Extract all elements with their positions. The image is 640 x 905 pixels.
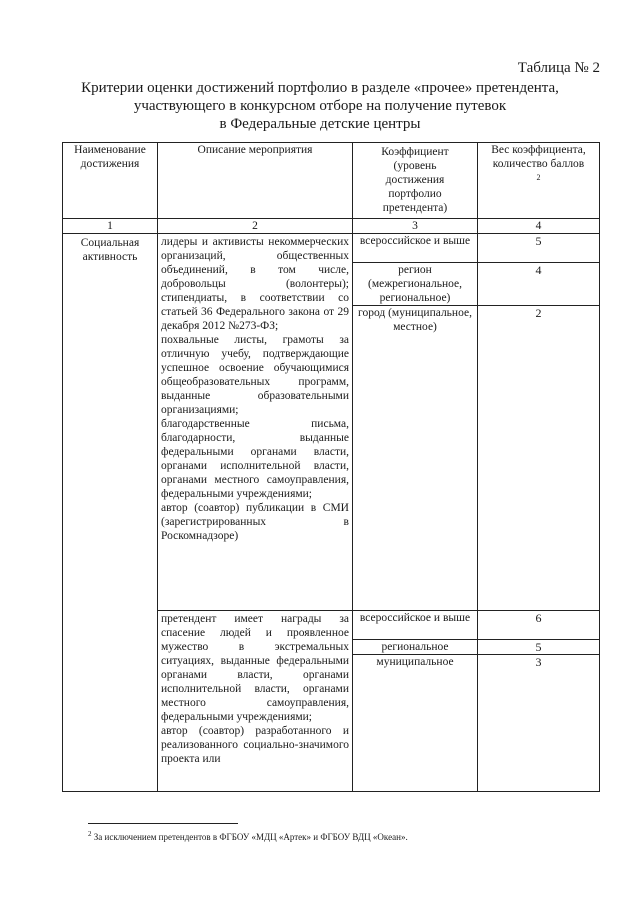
- document-title: [70, 79, 570, 133]
- weight-value: 5: [478, 234, 599, 263]
- achievement-name: Социальная активность: [63, 234, 158, 792]
- weight-cell: [478, 234, 600, 611]
- event-description: [158, 611, 353, 792]
- coefficient-cell: [353, 234, 478, 611]
- level-label: муниципальное: [376, 656, 454, 668]
- weight-value: 6: [478, 611, 599, 640]
- footnote-ref: 2: [536, 173, 541, 182]
- column-number-row: [63, 219, 600, 234]
- header-row: [63, 143, 600, 219]
- weight-cell: [478, 611, 600, 792]
- level-label: региональное: [353, 640, 477, 655]
- col-number: 1: [63, 219, 158, 234]
- footnote-text: За исключением претендентов в ФГБОУ «МДЦ «Артек» и ФГБОУ ВДЦ «Океан».: [93, 832, 408, 842]
- level-label: всероссийское и выше: [353, 234, 477, 263]
- title-line: участвующего в конкурсном отборе на получение путевок: [133, 98, 507, 114]
- coefficient-cell: [353, 611, 478, 792]
- header-coefficient: Коэффициент (уровень достижения портфолио претендента): [353, 143, 478, 219]
- footnote-divider: [88, 823, 238, 824]
- description-paragraph: автор (соавтор) публикации в СМИ (зарегистрированных в Роскомнадзоре): [161, 502, 349, 542]
- header-weight: [478, 143, 600, 219]
- table-row: [63, 234, 600, 611]
- weight-value: 4: [478, 263, 599, 306]
- col-number: 4: [478, 219, 600, 234]
- col-number: 2: [158, 219, 353, 234]
- description-paragraph: претендент имеет награды за спасение людей и проявленное мужество в экстремальных ситуациях, выданные федеральными органами власти, органами исполнительной власти, органами местного самоуправления, федеральными учреждениями;: [161, 613, 349, 723]
- footnote-mark: 2: [88, 830, 92, 838]
- weight-value: 2: [535, 306, 542, 320]
- table-number: Таблица № 2: [517, 60, 600, 76]
- header-achievement: Наименование достижения: [63, 143, 158, 219]
- description-paragraph: похвальные листы, грамоты за отличную учебу, подтверждающие успешное освоение обучающимися общеобразовательных программ, выданные образовательными организациями;: [161, 334, 349, 416]
- title-line: в Федеральные детские центры: [219, 116, 421, 132]
- level-label: регион (межрегиональное, региональное): [353, 263, 477, 306]
- title-line: Критерии оценки достижений портфолио в разделе «прочее» претендента,: [81, 80, 559, 96]
- footnote: [88, 829, 598, 843]
- event-description: [158, 234, 353, 611]
- criteria-table: [62, 142, 600, 792]
- weight-value: 5: [478, 640, 599, 655]
- level-label: город (муниципальное, местное): [358, 307, 472, 333]
- description-paragraph: лидеры и активисты некоммерческих организаций, общественных объединений, в том числе, добровольцы (волонтеры); стипендиаты, в соответствии со статьей 36 Федерального закона от 29 декабря 2012 №273-ФЗ;: [161, 236, 349, 332]
- description-paragraph: автор (соавтор) разработанного и реализованного социально-значимого проекта или: [161, 725, 349, 765]
- col-number: 3: [353, 219, 478, 234]
- header-weight-text: Вес коэффициента, количество баллов: [491, 144, 586, 170]
- header-description: Описание мероприятия: [158, 143, 353, 219]
- description-paragraph: благодарственные письма, благодарности, выданные федеральными органами власти, органами исполнительной власти, органами местного самоуправления, федеральными учреждениями;: [161, 418, 349, 500]
- level-label: всероссийское и выше: [353, 611, 477, 640]
- weight-value: 3: [535, 655, 542, 669]
